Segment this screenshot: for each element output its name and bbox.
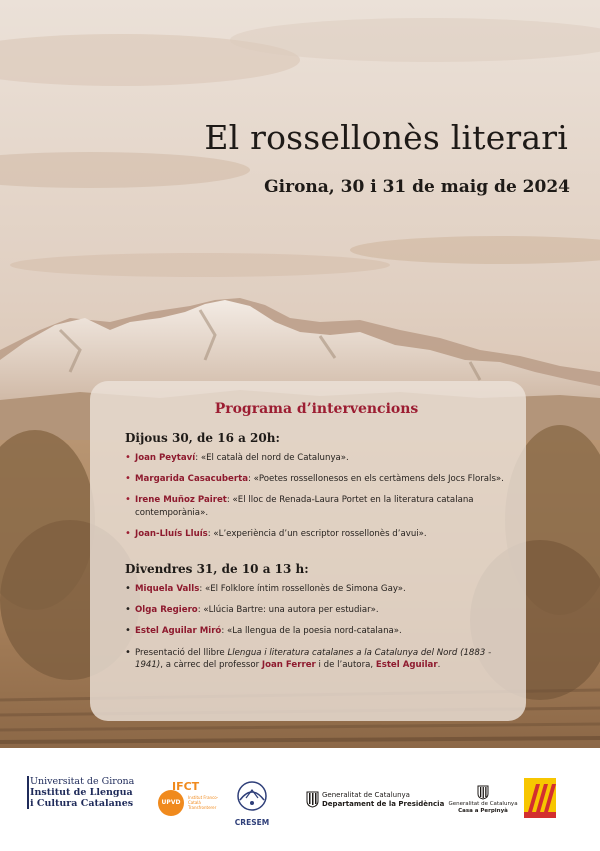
book-title: Llengua i literatura catalanes a la Catalunya del Nord (1883 - 1941) [135,647,492,670]
list-item [125,604,508,616]
presentation-text: Presentació del llibre [135,647,228,658]
talk-title: : «El lloc de Renada-Laura Portet en la literatura catalana contemporània». [135,495,474,518]
list-item [125,452,508,464]
casa-line1: Generalitat de Catalunya [448,801,518,807]
udg-line1: Universitat de Girona [30,776,135,787]
presentation-text: , a càrrec del professor [160,659,262,670]
list-item [125,494,508,518]
presentation-text: i de l’autora, [315,659,376,670]
udg-line2: Institut de Llengua [30,787,133,798]
talk-title: : «El Folklore íntim rossellonès de Simona Gay». [199,584,406,595]
roussillon-logo [524,778,556,818]
talk-list-friday [125,583,508,671]
ifct-subtitle: Institut Franco-Català Transfronterer [188,795,219,810]
day-heading-friday: Divendres 31, de 10 a 13 h: [125,562,309,577]
gencat-shield-icon [306,791,319,808]
speaker-name: Olga Regiero [135,605,198,616]
book-presentation [125,647,508,671]
cresem-emblem-icon [232,776,272,816]
udg-bar [27,776,29,809]
list-item [125,625,508,637]
speaker-name: Margarida Casacuberta [135,474,249,485]
day-heading-thursday: Dijous 30, de 16 a 20h: [125,431,280,445]
sponsor-logos [0,748,600,851]
ifct-word: IFCT [172,780,200,793]
talk-title: : «La llengua de la poesia nord-catalana». [221,626,402,637]
udg-logo [30,776,134,809]
list-item [125,528,508,540]
talk-title: : «Llúcia Bartre: una autora per estudiar». [197,605,379,616]
presentation-text: . [437,659,441,670]
gencat-line2: Departament de la Presidència [322,800,445,808]
udg-line3: i Cultura Catalanes [30,798,134,809]
talk-title: : «L’experiència d’un escriptor rossellonès d’avui». [207,528,427,539]
speaker-name: Joan Ferrer [261,659,316,670]
cresem-word: CRESEM [234,818,270,827]
gencat-line1: Generalitat de Catalunya [322,791,410,799]
list-item [125,583,508,595]
speaker-name: Miquela Valls [135,584,200,595]
casa-line2: Casa a Perpinyà [458,808,508,814]
talk-title: : «El català del nord de Catalunya». [195,453,349,463]
program-heading: Programa d’intervencions [214,401,419,417]
speaker-name: Estel Aguilar [375,659,438,670]
event-date-location: Girona, 30 i 31 de maig de 2024 [264,177,570,197]
speaker-name: Joan Peytaví [135,453,196,463]
cresem-logo [232,776,272,832]
gencat-shield-icon [477,785,489,800]
speaker-name: Irene Muñoz Pairet [135,495,227,506]
ifct-logo [158,776,230,822]
program-panel [90,381,526,721]
upvd-badge-icon: UPVD [158,790,184,816]
list-item [125,473,508,485]
talk-title: : «Poetes rossellonesos en els certàmens dels Jocs Florals». [248,474,504,485]
page-title: El rossellonès literari [204,118,568,157]
speaker-name: Joan-Lluís Lluís [135,528,208,539]
speaker-name: Estel Aguilar Miró [135,626,222,637]
talk-list-thursday [125,452,508,540]
senyera-icon [524,778,556,818]
